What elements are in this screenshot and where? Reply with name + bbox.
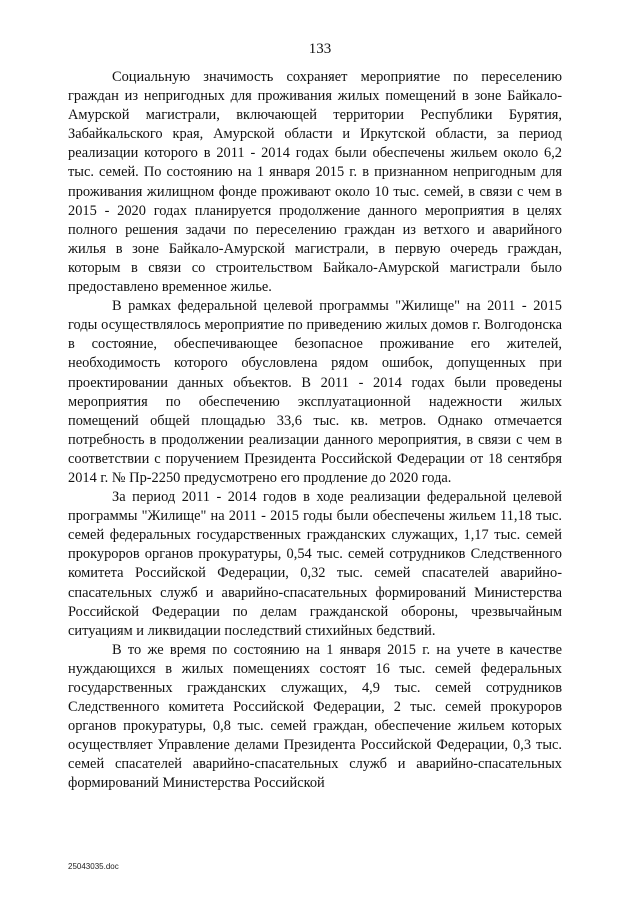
document-body xyxy=(68,68,562,794)
paragraph-volgodonsk-housing: В рамках федеральной целевой программы "Жилище" на 2011 - 2015 годы осуществлялось мероприятие по приведению жилых домов г. Волгодонска в состояние, обеспечивающее безопасное проживание его жителей, необходимость которого обусловлена рядом ошибок, допущенных при проектировании данных объектов. В 2011 - 2014 годах были проведены мероприятия по обеспечению эксплуатационной надежности жилых помещений общей площадью 33,6 тыс. кв. метров. Однако отмечается потребность в продолжении реализации данного мероприятия, в связи с чем в соответствии с поручением Президента Российской Федерации от 18 сентября 2014 г. № Пр-2250 предусмотрено его продление до 2020 года. xyxy=(68,298,562,486)
page-number: 133 xyxy=(308,41,332,57)
paragraph-housing-waiting-list: В то же время по состоянию на 1 января 2015 г. на учете в качестве нуждающихся в жилых помещениях состоят 16 тыс. семей федеральных государственных гражданских служащих, 4,9 тыс. семей сотрудников Следственного комитета Российской Федерации, 2 тыс. семей прокуроров органов прокуратуры, 0,8 тыс. семей граждан, обеспечение жильем которых осуществляет Управление делами Президента Российской Федерации, 0,3 тыс. семей спасателей аварийно-спасательных служб и аварийно-спасательных формирований Министерства Российской xyxy=(68,641,562,792)
paragraph-housing-provided-2011-2014: За период 2011 - 2014 годов в ходе реализации федеральной целевой программы "Жилище" на 2011 - 2015 годы были обеспечены жильем 11,18 тыс. семей федеральных государственных гражданских служащих, 1,17 тыс. семей прокуроров органов прокуратуры, 0,54 тыс. семей сотрудников Следственного комитета Российской Федерации, 0,32 тыс. семей спасателей аварийно-спасательных служб и аварийно-спасательных формирований Министерства Российской Федерации по делам гражданской обороны, чрезвычайным ситуациям и ликвидации последствий стихийных бедствий. xyxy=(68,489,562,639)
footer-document-code: 25043035.doc xyxy=(68,862,119,871)
paragraph-baikal-amur-resettlement: Социальную значимость сохраняет мероприятие по переселению граждан из непригодных для проживания жилых помещений в зоне Байкало-Амурской магистрали, включающей территории Республики Бурятия, Забайкальского края, Амурской области и Иркутской области, за период реализации которого в 2011 - 2014 годах были обеспечены жильем около 6,2 тыс. семей. По состоянию на 1 января 2015 г. в признанном непригодным для проживания жилищном фонде проживают около 10 тыс. семей, в связи с чем в 2015 - 2020 годах планируется продолжение данного мероприятия в целях полного решения задачи по переселению граждан из ветхого и аварийного жилья в зоне Байкало-Амурской магистрали, в первую очередь граждан, которым в связи со строительством Байкало-Амурской магистрали было предоставлено временное жилье. xyxy=(68,69,562,296)
